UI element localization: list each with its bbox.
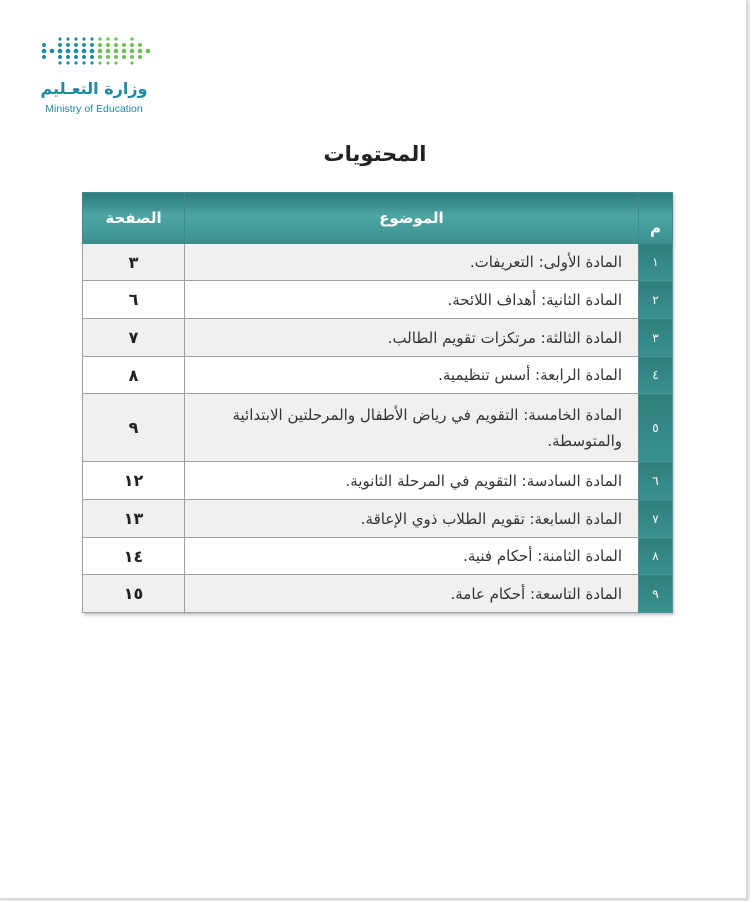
logo-dot [106, 43, 110, 47]
row-page-number: ١٣ [83, 500, 185, 538]
row-number: ٨ [639, 538, 673, 575]
logo-dot [114, 37, 117, 40]
logo-dot [90, 61, 93, 64]
logo-dots-icon [40, 33, 152, 73]
table-row [83, 357, 673, 394]
logo-dot [114, 55, 118, 59]
table-row [83, 538, 673, 575]
logo-dot [82, 49, 87, 54]
logo-dot [66, 61, 69, 64]
logo-dot [114, 61, 117, 64]
logo-dot [82, 61, 85, 64]
row-number: ٧ [639, 500, 673, 538]
logo-dot [130, 43, 134, 47]
table-header-row [83, 193, 673, 244]
row-subject: المادة الأولى: التعريفات. [185, 244, 639, 281]
row-page-number: ١٢ [83, 462, 185, 500]
logo-dot [90, 37, 93, 40]
row-subject: المادة الثانية: أهداف اللائحة. [185, 281, 639, 319]
logo-dot [74, 43, 78, 47]
logo-dot [58, 61, 61, 64]
logo-dot [138, 43, 142, 47]
row-subject: المادة الرابعة: أسس تنظيمية. [185, 357, 639, 394]
logo-dot [106, 49, 111, 54]
row-number: ١ [639, 244, 673, 281]
logo-dot [130, 55, 134, 59]
header-number: م [639, 193, 673, 244]
logo-dot [82, 55, 86, 59]
logo-dot [106, 55, 110, 59]
logo-dot [74, 49, 79, 54]
logo-dot [66, 49, 71, 54]
logo-dot [106, 37, 109, 40]
row-number: ٢ [639, 281, 673, 319]
logo-dot [58, 43, 62, 47]
logo-dot [82, 43, 86, 47]
logo-dot [74, 37, 77, 40]
page-title: المحتويات [323, 142, 427, 166]
row-page-number: ٧ [83, 319, 185, 357]
table-row [83, 319, 673, 357]
row-page-number: ٦ [83, 281, 185, 319]
logo-dot [98, 43, 102, 47]
logo-dot [58, 49, 63, 54]
row-subject: المادة السادسة: التقويم في المرحلة الثانوية. [185, 462, 639, 500]
logo-dot [98, 55, 102, 59]
logo-dot [122, 43, 126, 47]
contents-table [82, 192, 672, 613]
row-subject: المادة السابعة: تقويم الطلاب ذوي الإعاقة. [185, 500, 639, 538]
row-page-number: ٣ [83, 244, 185, 281]
logo-dot [130, 37, 133, 40]
table-row [83, 394, 673, 462]
logo-dot [138, 55, 142, 59]
table-row [83, 462, 673, 500]
row-page-number: ٩ [83, 394, 185, 462]
row-page-number: ٨ [83, 357, 185, 394]
table-row [83, 500, 673, 538]
logo-dot [114, 49, 119, 54]
logo-dot [98, 49, 103, 54]
logo-dot [66, 43, 70, 47]
logo-dot [90, 43, 94, 47]
logo-arabic-text: وزارة التعـليم [40, 79, 148, 98]
logo-dot [66, 55, 70, 59]
logo-dot [114, 43, 118, 47]
table-row [83, 281, 673, 319]
ministry-logo [38, 33, 154, 119]
row-page-number: ١٤ [83, 538, 185, 575]
logo-dot [90, 55, 94, 59]
logo-dot [122, 49, 127, 54]
row-number: ٥ [639, 394, 673, 462]
row-number: ٣ [639, 319, 673, 357]
logo-dot [130, 61, 133, 64]
logo-dot [146, 49, 151, 54]
logo-dot [82, 37, 85, 40]
logo-dot [42, 49, 47, 54]
table-row [83, 575, 673, 613]
logo-english-text: Ministry of Education [45, 103, 143, 115]
row-page-number: ١٥ [83, 575, 185, 613]
logo-dot [98, 61, 101, 64]
logo-dot [90, 49, 95, 54]
header-page: الصفحة [83, 193, 185, 244]
logo-dot [138, 49, 143, 54]
logo-dot [50, 49, 55, 54]
row-subject: المادة الخامسة: التقويم في رياض الأطفال والمرحلتين الابتدائية والمتوسطة. [185, 394, 639, 462]
logo-dot [42, 55, 46, 59]
table-row [83, 244, 673, 281]
logo-dot [130, 49, 135, 54]
logo-dot [58, 55, 62, 59]
row-subject: المادة الثامنة: أحكام فنية. [185, 538, 639, 575]
logo-dot [106, 61, 109, 64]
logo-dot [58, 37, 61, 40]
row-number: ٤ [639, 357, 673, 394]
logo-dot [74, 61, 77, 64]
row-number: ٩ [639, 575, 673, 613]
header-subject: الموضوع [185, 193, 639, 244]
row-number: ٦ [639, 462, 673, 500]
logo-dot [98, 37, 101, 40]
row-subject: المادة الثالثة: مرتكزات تقويم الطالب. [185, 319, 639, 357]
row-subject: المادة التاسعة: أحكام عامة. [185, 575, 639, 613]
logo-dot [122, 55, 126, 59]
logo-dot [74, 55, 78, 59]
logo-dot [66, 37, 69, 40]
logo-dot [42, 43, 46, 47]
